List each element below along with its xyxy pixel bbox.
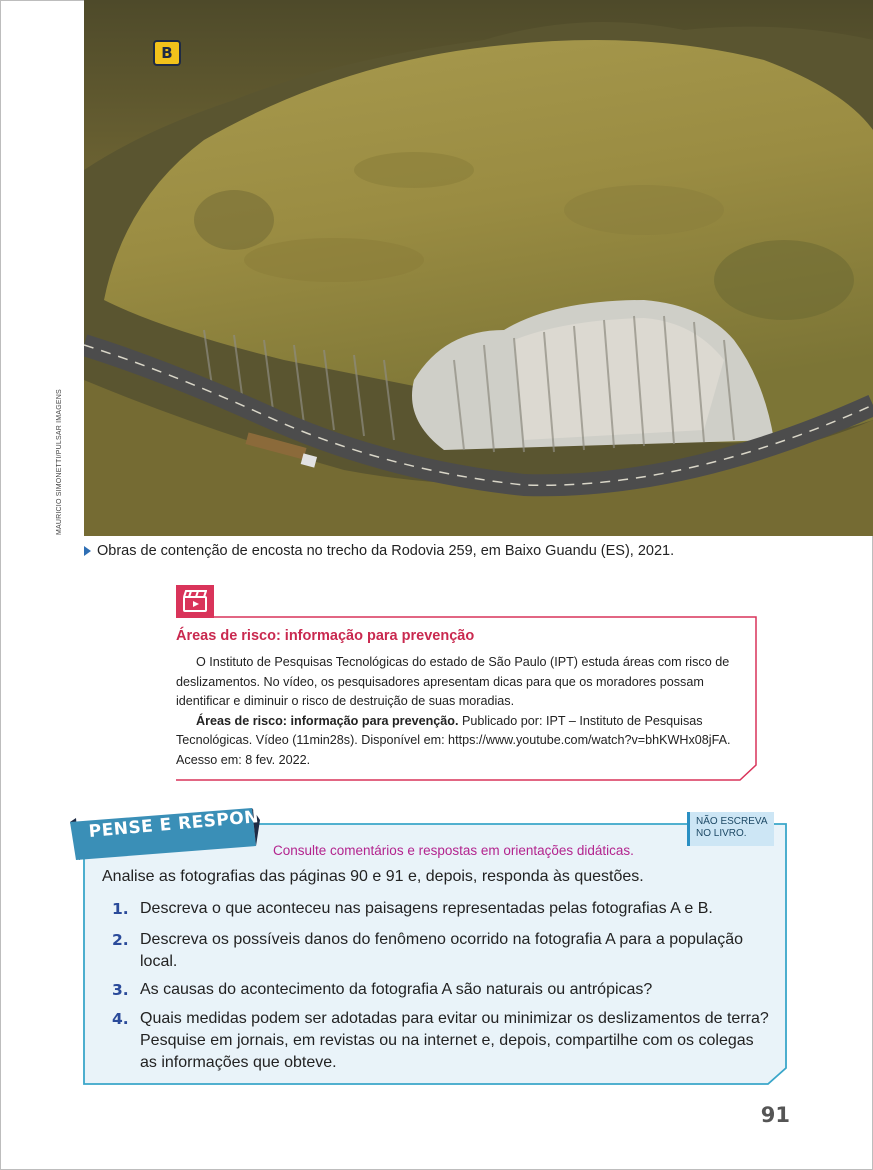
- hillside-road-illustration: [84, 0, 873, 536]
- question-number: 2.: [112, 931, 129, 949]
- question-number: 1.: [112, 900, 129, 918]
- no-write-line2: NO LIVRO.: [696, 828, 747, 839]
- page-number: 91: [760, 1103, 790, 1127]
- video-reference-title: Áreas de risco: informação para prevenção.: [196, 713, 459, 728]
- pense-intro: Analise as fotografias das páginas 90 e 91 e, depois, responda às questões.: [102, 868, 644, 885]
- no-write-notice: [687, 812, 774, 846]
- video-tab: [176, 585, 214, 618]
- pense-header-title: PENSE E RESPONDA: [88, 804, 288, 842]
- video-reference: Publicado por: IPT – Instituto de Pesquisas Tecnológicas. Vídeo (11min28s). Disponível em: https://www.youtube.com/watch?v=bhKWHx08jFA. Acesso em: 8 fev. 2022.: [176, 713, 731, 767]
- caption-arrow-icon: [84, 546, 91, 556]
- video-paragraph: O Instituto de Pesquisas Tecnológicas do estado de São Paulo (IPT) estuda áreas com risco de deslizamentos. No vídeo, os pesquisadores apresentam dicas para que os moradores possam identificar e diminuir o risco de destruição de suas moradias.: [176, 655, 730, 708]
- question-number: 3.: [112, 981, 129, 999]
- photo-label-badge: B: [153, 40, 181, 66]
- question-1: [112, 898, 772, 920]
- video-description: [176, 653, 750, 770]
- question-3: [112, 979, 772, 1001]
- video-title: Áreas de risco: informação para prevenção: [176, 628, 475, 644]
- photo-caption: [84, 541, 674, 561]
- teacher-note: Consulte comentários e respostas em orientações didáticas.: [273, 843, 634, 858]
- question-text: Descreva os possíveis danos do fenômeno ocorrido na fotografia A para a população local.: [140, 931, 744, 970]
- landscape-photo: [84, 0, 873, 536]
- photo-caption-text: Obras de contenção de encosta no trecho da Rodovia 259, em Baixo Guandu (ES), 2021.: [97, 543, 675, 559]
- question-text: Quais medidas podem ser adotadas para evitar ou minimizar os deslizamentos de terra? Pesquise em jornais, em revistas ou na internet e, depois, compartilhe com os colegas as informações que obteve.: [140, 1010, 769, 1071]
- no-write-line1: NÃO ESCREVA: [696, 816, 768, 827]
- question-4: [112, 1008, 772, 1074]
- video-clapper-icon: [183, 590, 207, 612]
- question-text: Descreva o que aconteceu nas paisagens representadas pelas fotografias A e B.: [140, 900, 713, 917]
- question-number: 4.: [112, 1010, 129, 1028]
- photo-credit: MAURICIO SIMONETTI/PULSAR IMAGENS: [56, 389, 63, 535]
- question-2: [112, 929, 772, 973]
- question-text: As causas do acontecimento da fotografia A são naturais ou antrópicas?: [140, 981, 653, 998]
